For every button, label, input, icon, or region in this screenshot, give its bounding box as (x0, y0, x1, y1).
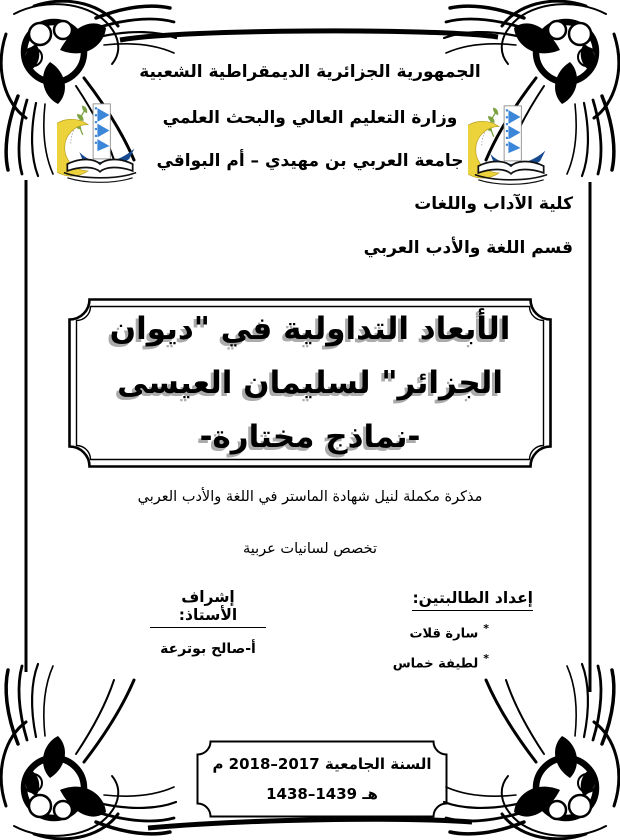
header-department-line: قسم اللغة والأدب العربي (363, 238, 573, 258)
supervisor-name: أ-صالح بوترعة (160, 641, 256, 657)
corner-flourish-bottom-right (444, 664, 619, 839)
academic-year-text (196, 740, 448, 818)
academic-year-box (196, 740, 448, 818)
students-heading: إعداد الطالبتين: (412, 589, 533, 611)
border-line-bottom (148, 819, 472, 828)
thesis-title-line2: الجزائر" لسليمان العيسى (117, 365, 503, 401)
header-university-line: جامعة العربي بن مهيدي – أم البواقي (156, 151, 464, 171)
supervisor-column (150, 588, 266, 657)
header-republic-line: الجمهورية الجزائرية الديمقراطية الشعبية (139, 62, 481, 82)
student-name-1 (393, 622, 489, 641)
thesis-title (68, 298, 552, 468)
student-2-text: لطيفة خماس (392, 656, 479, 672)
thesis-title-line3: -نماذج مختارة- (199, 419, 421, 455)
student-name-2 (393, 652, 489, 671)
header-ministry-line: وزارة التعليم العالي والبحث العلمي (162, 108, 458, 128)
thesis-title-line1: الأبعاد التداولية في "ديوان (109, 311, 511, 347)
student-1-text: سارة قلات (409, 626, 479, 642)
gregorian-year-line: السنة الجامعية 2017–2018 م (212, 755, 432, 773)
bullet-asterisk: * (483, 622, 489, 635)
specialty-line: تخصص لسانيات عربية (242, 541, 378, 557)
corner-flourish-bottom-left (1, 664, 176, 839)
header-faculty-line: كلية الآداب واللغات (414, 194, 573, 214)
memo-type-line: مذكرة مكملة لنيل شهادة الماستر في اللغة والأدب العربي (137, 489, 483, 505)
bullet-asterisk: * (483, 652, 489, 666)
hijri-year-line: 1438–1439 هـ (266, 785, 378, 803)
title-box (68, 298, 552, 468)
students-column (393, 588, 533, 672)
supervisor-heading: إشراف الأستاذ: (150, 588, 266, 628)
